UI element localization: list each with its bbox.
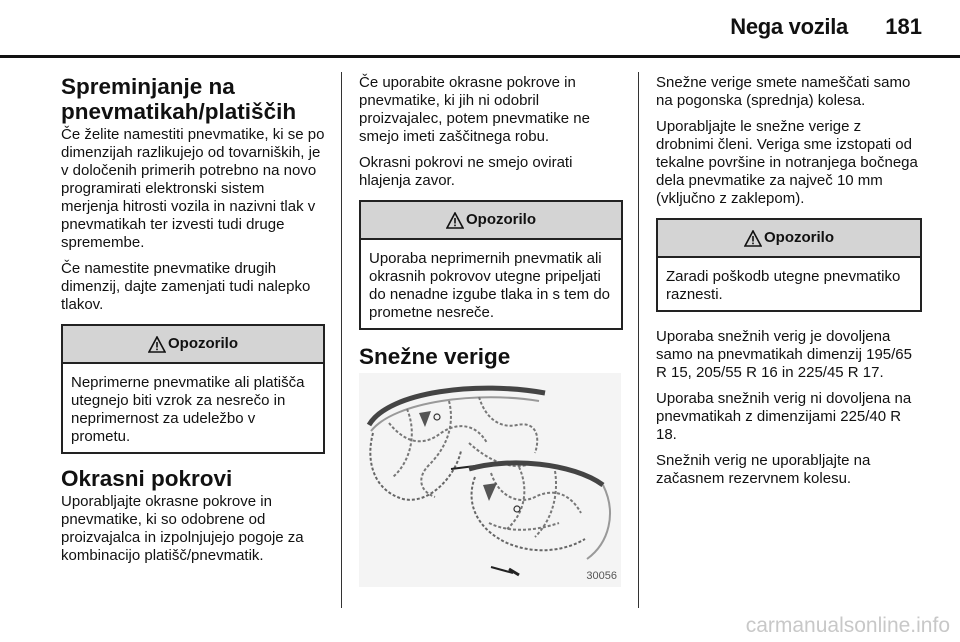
section-heading-tyres: Spreminjanje na pnevmatikah/platiščih	[61, 74, 297, 124]
warning-box	[656, 218, 922, 312]
warning-triangle-icon	[744, 230, 762, 247]
paragraph: Če uporabite okrasne pokrove in pnevmatike, ki jih ni odobril proizvajalec, potem pnevmatike ne smejo imeti zaščitnega robu.	[359, 74, 590, 145]
column-3	[656, 74, 922, 496]
paragraph: Uporabljajte okrasne pokrove in pnevmatike, ki so odobrene od proizvajalca in izpolnjujejo pogoje za kombinacijo platišč/pnevmatik.	[61, 493, 304, 564]
paragraph: Če namestite pnevmatike drugih dimenzij, dajte zamenjati tudi nalepko tlakov.	[61, 260, 311, 313]
header-rule	[0, 55, 960, 58]
paragraph: Okrasni pokrovi ne smejo ovirati hlajenja zavor.	[359, 154, 573, 189]
warning-title: Opozorilo	[168, 335, 238, 352]
column-divider	[341, 72, 342, 608]
paragraph: Uporaba snežnih verig je dovoljena samo na pnevmatikah dimenzij 195/65 R 15, 205/55 R 16 in 225/45 R 17.	[656, 328, 912, 381]
warning-box	[359, 200, 623, 330]
warning-header	[361, 202, 621, 240]
section-heading-snow-chains: Snežne verige	[359, 344, 511, 369]
warning-text: Neprimerne pnevmatike ali platišča utegnejo biti vzrok za nesrečo in neprimernost za udeležbo v prometu.	[63, 364, 323, 452]
paragraph: Uporaba snežnih verig ni dovoljena na pnevmatikah z dimenzijami 225/40 R 18.	[656, 390, 912, 443]
page-number: 181	[885, 14, 922, 39]
running-header-title: Nega vozila	[730, 14, 848, 39]
paragraph: Uporabljajte le snežne verige z drobnimi členi. Veriga sme izstopati od tekalne površine in notranjega bočnega dela pnevmatike za največ 10 mm (vključno z zaklepom).	[656, 118, 918, 207]
warning-title: Opozorilo	[466, 211, 536, 228]
warning-triangle-icon	[148, 336, 166, 353]
paragraph: Če želite namestiti pnevmatike, ki se po dimenzijah razlikujejo od tovarniških, je v določenih primerih potrebno na novo programirati elektronski sistem merjenja hitrosti vozila in nazivni tlak v pnevmatikah ter izvesti tudi druge spremembe.	[61, 126, 325, 251]
section-heading-wheel-covers: Okrasni pokrovi	[61, 466, 233, 491]
warning-text: Uporaba neprimernih pnevmatik ali okrasnih pokrovov utegne pripeljati do nenadne izgube tlaka in s tem do prometne nesreče.	[361, 240, 621, 328]
column-1	[61, 74, 325, 573]
paragraph: Snežnih verig ne uporabljajte na začasnem rezervnem kolesu.	[656, 452, 871, 487]
warning-header	[658, 220, 920, 258]
warning-text: Zaradi poškodb utegne pnevmatiko raznesti.	[658, 258, 920, 310]
warning-title: Opozorilo	[764, 229, 834, 246]
snow-chain-drawing	[359, 373, 621, 587]
watermark: carmanualsonline.info	[745, 614, 950, 637]
paragraph: Snežne verige smete nameščati samo na pogonska (sprednja) kolesa.	[656, 74, 911, 109]
warning-box	[61, 324, 325, 454]
warning-header	[63, 326, 323, 364]
column-2	[359, 74, 623, 587]
column-divider	[638, 72, 639, 608]
figure-number: 30056	[586, 570, 617, 582]
warning-triangle-icon	[446, 212, 464, 229]
snow-chains-illustration	[359, 373, 621, 587]
